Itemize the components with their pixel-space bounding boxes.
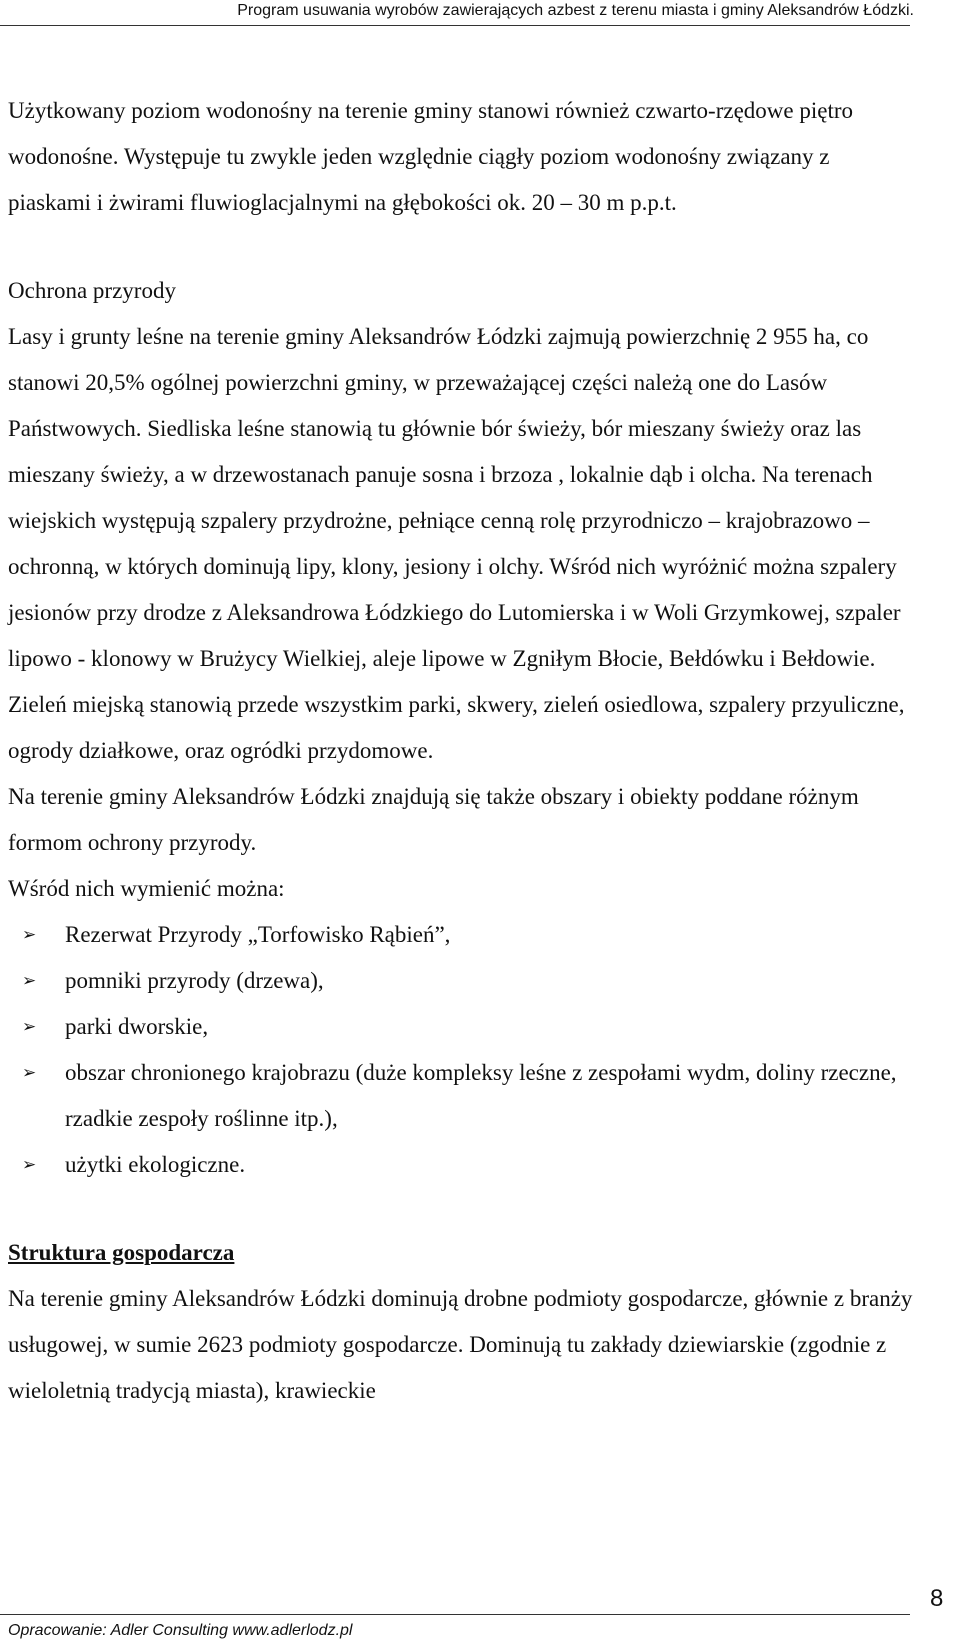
list-intro: Wśród nich wymienić można: (8, 876, 285, 901)
list-item-text: parki dworskie, (65, 1014, 209, 1039)
nature-paragraph-protection: Na terenie gminy Aleksandrów Łódzki znajdują się także obszary i obiekty poddane różnym formom ochrony przyrody. (8, 784, 859, 855)
footer-divider (0, 1614, 910, 1615)
list-item-text: obszar chronionego krajobrazu (duże kompleksy leśne z zespołami wydm, doliny rzeczne, rzadkie zespoły roślinne itp.), (65, 1060, 897, 1131)
protection-forms-list (8, 912, 916, 1188)
list-item (8, 958, 916, 1004)
section-heading-economy: Struktura gospodarcza (8, 1240, 235, 1265)
list-item-text: użytki ekologiczne. (65, 1152, 246, 1177)
nature-paragraph: Lasy i grunty leśne na terenie gminy Aleksandrów Łódzki zajmują powierzchnię 2 955 ha, co stanowi 20,5% ogólnej powierzchni gminy, w przeważającej części należą one do Lasów Państwowych. Siedliska leśne stanowią tu głównie bór świeży, bór mieszany świeży oraz las mieszany świeży, a w drzewostanach panuje sosna i brzoza , lokalnie dąb i olcha. Na terenach wiejskich występują szpalery przydrożne, pełniące cenną rolę przyrodniczo – krajobrazowo – ochronną, w których dominują lipy, klony, jesiony i olchy. Wśród nich wyróżnić można szpalery jesionów przy drodze z Aleksandrowa Łódzkiego do Lutomierska i w Woli Grzymkowej, szpaler lipowo - klonowy w Brużycy Wielkiej, aleje lipowe w Zgniłym Błocie, Bełdówku i Bełdowie. Zieleń miejską stanowią przede wszystkim parki, skwery, zieleń osiedlowa, szpalery przyuliczne, ogrody działkowe, oraz ogródki przydomowe. (8, 324, 905, 763)
header-divider (0, 25, 910, 26)
intro-paragraph: Użytkowany poziom wodonośny na terenie gminy stanowi również czwarto-rzędowe piętro wodonośne. Występuje tu zwykle jeden względnie ciągły poziom wodonośny związany z piaskami i żwirami fluwioglacjalnymi na głębokości ok. 20 – 30 m p.p.t. (8, 98, 853, 215)
page-content (8, 88, 916, 1414)
arrow-bullet-icon: ➢ (22, 1063, 37, 1083)
footer-credit: Opracowanie: Adler Consulting www.adlerlodz.pl (8, 1622, 353, 1639)
page-number: 8 (930, 1585, 944, 1612)
economy-paragraph: Na terenie gminy Aleksandrów Łódzki dominują drobne podmioty gospodarcze, głównie z branży usługowej, w sumie 2623 podmioty gospodarcze. Dominują tu zakłady dziewiarskie (zgodnie z wieloletnią tradycją miasta), krawieckie (8, 1286, 913, 1403)
list-item (8, 1050, 916, 1142)
list-item (8, 912, 916, 958)
arrow-bullet-icon: ➢ (22, 1155, 37, 1175)
list-item (8, 1142, 916, 1188)
arrow-bullet-icon: ➢ (22, 971, 37, 991)
list-item-text: pomniki przyrody (drzewa), (65, 968, 324, 993)
list-item-text: Rezerwat Przyrody „Torfowisko Rąbień”, (65, 922, 451, 947)
arrow-bullet-icon: ➢ (22, 925, 37, 945)
running-header: Program usuwania wyrobów zawierających azbest z terenu miasta i gminy Aleksandrów Łódzki. (237, 2, 914, 19)
list-item (8, 1004, 916, 1050)
section-heading-nature: Ochrona przyrody (8, 278, 176, 303)
arrow-bullet-icon: ➢ (22, 1017, 37, 1037)
